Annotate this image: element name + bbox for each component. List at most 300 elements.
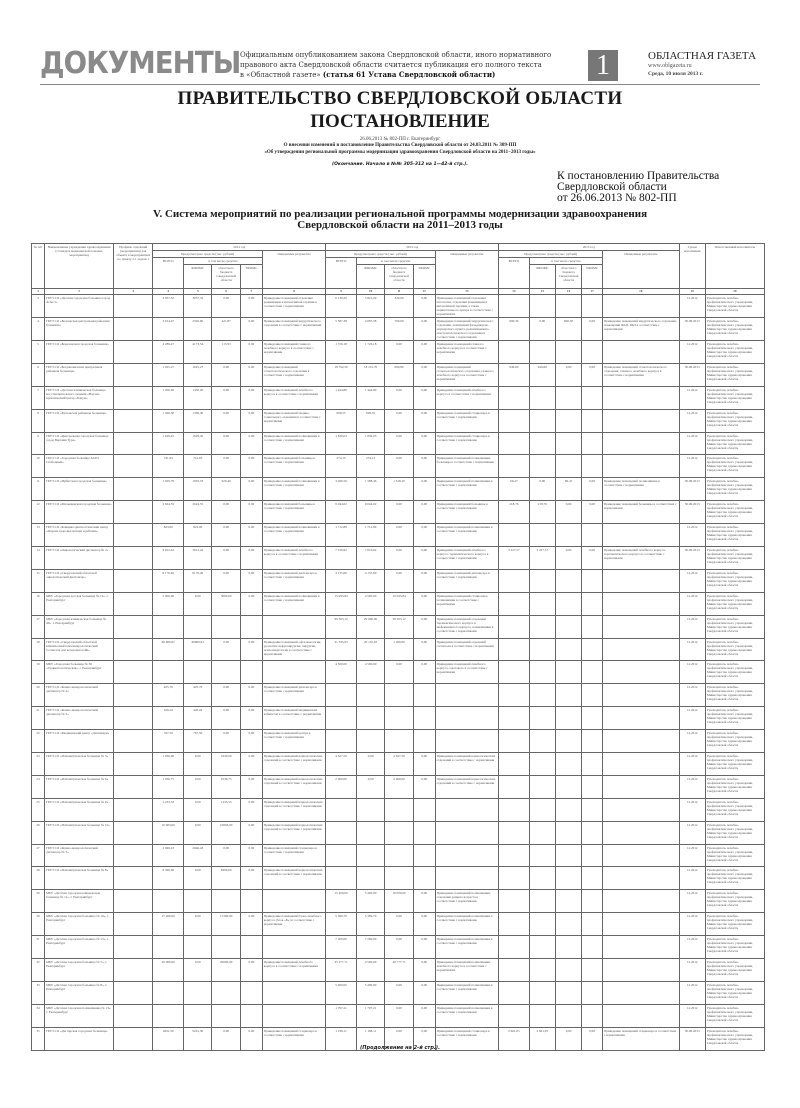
ffoms-2012: 741,63 <box>184 455 212 478</box>
tfoms-2013 <box>413 867 435 890</box>
ffoms-2013b <box>529 730 555 753</box>
table-row <box>32 890 765 913</box>
institution-name: ГБУЗ СО «Свердловский областной онкологический диспансер» <box>45 569 114 592</box>
responsible: Руководитель лечебно-профилактического учреждения, Министерство здравоохранения Свердловской области <box>705 547 764 570</box>
row-number: 31 <box>32 936 45 959</box>
results-2013b <box>602 341 679 364</box>
tfoms-2013 <box>413 707 435 730</box>
regional-2013: 0,00 <box>385 409 413 432</box>
tfoms-2013 <box>413 684 435 707</box>
results-2013: Приведение помещений поликлиники, больницы в соответствие с нормативами <box>435 455 498 478</box>
row-number: 33 <box>32 981 45 1004</box>
regional-2013: 0,00 <box>385 981 413 1004</box>
total-2013b: 218,76 <box>499 501 530 524</box>
ffoms-2013b <box>529 409 555 432</box>
responsible: Руководитель лечебно-профилактического учреждения, Министерство здравоохранения Свердловской области <box>705 981 764 1004</box>
results-2013b <box>602 386 679 409</box>
regional-2012: 6390,00 <box>212 867 240 890</box>
regional-2012: 0,00 <box>212 409 240 432</box>
tfoms-2013: 0,00 <box>413 753 435 776</box>
row-number: 27 <box>32 844 45 867</box>
total-2013: 1 839,03 <box>326 432 357 455</box>
header-num: № п/п <box>32 244 45 289</box>
results-2013: Приведение помещений стационара в соответствие с нормативами <box>435 432 498 455</box>
results-2012: Приведение помещений хирургического отделения в соответствие с нормативами <box>262 318 325 341</box>
results-2013 <box>435 707 498 730</box>
ffoms-2013: 1 198,11 <box>356 1027 384 1050</box>
row-number: 13 <box>32 524 45 547</box>
ffoms-2012: 767,50 <box>184 730 212 753</box>
responsible: Руководитель лечебно-профилактического учреждения, Министерство здравоохранения Свердловской области <box>705 363 764 386</box>
row-number: 5 <box>32 341 45 364</box>
tfoms-2013: 0,00 <box>413 615 435 638</box>
ffoms-2013: 5 400,00 <box>356 981 384 1004</box>
profile <box>114 867 153 890</box>
ffoms-2013b <box>529 592 555 615</box>
total-2012: 1 629,45 <box>153 432 184 455</box>
results-2013b: Приведение помещений хирургического отделения, помещений ФАП, РАО в соответствие с нормативами <box>602 318 679 341</box>
profile <box>114 501 153 524</box>
institution-name: ГБУЗ СО «Кожно-венерологический диспансер № 3» <box>45 844 114 867</box>
total-2013: 18 792,50 <box>326 363 357 386</box>
deadline: 30.06.2013 <box>679 318 705 341</box>
institution-name: ГБУЗ СО «Ирбитская городская больница» <box>45 478 114 501</box>
page-number: 1 <box>588 50 618 81</box>
results-2012: Приведение помещений стационара в соответствие с нормативами <box>262 1027 325 1050</box>
regional-2013b <box>555 615 581 638</box>
tfoms-2013b <box>582 707 603 730</box>
total-2012: 3 014,47 <box>153 318 184 341</box>
results-2012: Приведение помещений наркологических отделений в соответствие с нормативами <box>262 821 325 844</box>
total-2013b: 66,47 <box>499 478 530 501</box>
deadline: 12.2012 <box>679 821 705 844</box>
results-2013b: Приведение помещений поликлиники в соответствие с нормативами <box>602 478 679 501</box>
header-total: ВСЕГО <box>326 258 357 289</box>
profile <box>114 661 153 684</box>
header-total: ВСЕГО <box>153 258 184 289</box>
tfoms-2012: 0,00 <box>240 341 262 364</box>
regional-2012: 1930,00 <box>212 753 240 776</box>
institution-name: ГБУЗ СО «Психиатрическая больница № 6» <box>45 775 114 798</box>
total-2013: 1 198,11 <box>326 1027 357 1050</box>
header-funds: Предусмотрено средств (тыс. рублей) <box>326 251 435 258</box>
results-2012 <box>262 936 325 959</box>
profile <box>114 959 153 982</box>
results-2013: Приведение помещений лечебного корпуса в соответствие с нормативами <box>435 386 498 409</box>
results-2012: Приведение помещений стационара в соответствие с нормативами <box>262 844 325 867</box>
results-2013b <box>602 1004 679 1027</box>
total-2013: 9 044,02 <box>326 501 357 524</box>
newspaper-url[interactable]: www.oblgazeta.ru <box>648 63 692 69</box>
header-year-2013b: 2013 год <box>499 244 679 251</box>
responsible: Руководитель лечебно-профилактического учреждения, Министерство здравоохранения Свердловской области <box>705 798 764 821</box>
table-row <box>32 867 765 890</box>
total-2013: 5 400,00 <box>326 981 357 1004</box>
regional-2013: 0,00 <box>385 661 413 684</box>
deadline: 12.2012 <box>679 638 705 661</box>
ffoms-2013b <box>529 386 555 409</box>
regional-2013b <box>555 569 581 592</box>
tfoms-2013: 0,00 <box>413 890 435 913</box>
responsible: Руководитель лечебно-профилактического учреждения, Министерство здравоохранения Свердловской области <box>705 684 764 707</box>
deadline: 12.2012 <box>679 1004 705 1027</box>
ffoms-2013b: 218,76 <box>529 501 555 524</box>
row-number: 21 <box>32 707 45 730</box>
regional-2013: 0,00 <box>385 547 413 570</box>
tfoms-2012: 0,00 <box>240 821 262 844</box>
total-2013b <box>499 432 530 455</box>
ffoms-2012: 66609,61 <box>184 638 212 661</box>
results-2013b <box>602 707 679 730</box>
tfoms-2013: 0,00 <box>413 455 435 478</box>
header-responsible: Ответственный исполнитель <box>705 244 764 289</box>
total-2013b <box>499 661 530 684</box>
results-2013 <box>435 730 498 753</box>
ffoms-2013: 1 444,80 <box>356 386 384 409</box>
regional-2013b <box>555 753 581 776</box>
ffoms-2013b <box>529 936 555 959</box>
table-row <box>32 844 765 867</box>
results-2013 <box>435 867 498 890</box>
results-2012: Приведение помещений медицинских кабинетов в соответствие с нормативами <box>262 707 325 730</box>
results-2012: Приведение помещений стоматологического отделения в соответствие с нормативами <box>262 363 325 386</box>
profile <box>114 592 153 615</box>
deadline: 12.2012 <box>679 432 705 455</box>
profile <box>114 890 153 913</box>
results-2013: Приведение помещений поликлиники, лечебного корпуса в соответствие с нормативами <box>435 959 498 982</box>
table-row <box>32 318 765 341</box>
ffoms-2013 <box>356 844 384 867</box>
regional-2013b: 0,00 <box>555 547 581 570</box>
tfoms-2013b <box>582 798 603 821</box>
ffoms-2013b <box>529 890 555 913</box>
regional-2013b <box>555 867 581 890</box>
ffoms-2012: 0,00 <box>184 798 212 821</box>
institution-name: ГБУЗ СО «Психиатрическая больница № 3» <box>45 753 114 776</box>
ffoms-2013: 7 016,92 <box>356 547 384 570</box>
regional-2013b <box>555 913 581 936</box>
results-2012: Приведение помещений наркологических отделений в соответствие с нормативами <box>262 867 325 890</box>
tfoms-2013: 0,00 <box>413 318 435 341</box>
results-2012: Приведение помещений медико-социального отделения в соответствие с нормативами <box>262 409 325 432</box>
results-2013: Приведение помещений стационара в соответствие с нормативами <box>435 1027 498 1050</box>
ffoms-2013: 29 000,00 <box>356 615 384 638</box>
tfoms-2012: 0,00 <box>240 524 262 547</box>
row-number: 9 <box>32 432 45 455</box>
row-number: 19 <box>32 661 45 684</box>
deadline: 30.06.2013 <box>679 363 705 386</box>
row-number: 11 <box>32 478 45 501</box>
ffoms-2013: 0,00 <box>356 775 384 798</box>
deadline: 12.2012 <box>679 959 705 982</box>
results-2013b <box>602 867 679 890</box>
tfoms-2013b <box>582 959 603 982</box>
row-number: 30 <box>32 913 45 936</box>
header-ffoms: ФФОМС <box>356 265 384 289</box>
regional-2013: 39 563,12 <box>385 615 413 638</box>
responsible: Руководитель лечебно-профилактического учреждения, Министерство здравоохранения Свердловской области <box>705 913 764 936</box>
tfoms-2012: 0,00 <box>240 1027 262 1050</box>
tfoms-2013b <box>582 432 603 455</box>
results-2012: Приведение помещений больницы в соответствие с нормативами <box>262 455 325 478</box>
total-2013b <box>499 569 530 592</box>
ffoms-2013: 1 726,18 <box>356 341 384 364</box>
ffoms-2012: 2592,60 <box>184 318 212 341</box>
institution-name: МБУ «Городская детская больница № 16», г. Екатеринбург <box>45 592 114 615</box>
profile <box>114 730 153 753</box>
header-year-2012: 2012 год <box>153 244 326 251</box>
continuation-note: (Окончание. Начало в №№ 305-312 на 1—42-й стр.). <box>332 162 468 167</box>
institution-name: ГБУЗ СО «Кожно-венерологический диспансер № 3» <box>45 707 114 730</box>
header-results: Ожидаемые результаты <box>602 251 679 289</box>
ffoms-2013: 4 500,00 <box>356 592 384 615</box>
regional-2012: 421,87 <box>212 318 240 341</box>
regional-2013 <box>385 798 413 821</box>
subject-line: О внесении изменений в постановление Правительства Свердловской области от 24.03.2011 № 309-ПП <box>283 143 517 148</box>
tfoms-2012: 0,00 <box>240 913 262 936</box>
results-2013b <box>602 844 679 867</box>
regional-2013: 1 618,10 <box>385 478 413 501</box>
row-number: 29 <box>32 890 45 913</box>
regional-2012: 0,00 <box>212 569 240 592</box>
table-row <box>32 959 765 982</box>
deadline: 12.2012 <box>679 730 705 753</box>
results-2013b <box>602 936 679 959</box>
results-2013b <box>602 798 679 821</box>
ffoms-2013: 7 200,00 <box>356 936 384 959</box>
total-2013b: 600,30 <box>499 318 530 341</box>
responsible: Руководитель лечебно-профилактического учреждения, Министерство здравоохранения Свердловской области <box>705 753 764 776</box>
regional-2013b <box>555 524 581 547</box>
column-index: 3 <box>114 289 153 295</box>
regional-2013b <box>555 661 581 684</box>
results-2013: Приведение помещений поликлиники в соответствие с нормативами <box>435 913 498 936</box>
ffoms-2013: 1 839,03 <box>356 432 384 455</box>
institution-name: ГБУЗ СО «Малышевская городская больница» <box>45 501 114 524</box>
results-2013b <box>602 753 679 776</box>
ffoms-2013: 4 135,60 <box>356 569 384 592</box>
regional-2013 <box>385 684 413 707</box>
responsible: Руководитель лечебно-профилактического учреждения, Министерство здравоохранения Свердловской области <box>705 1027 764 1050</box>
regional-2012: 0,00 <box>212 844 240 867</box>
results-2013: Приведение помещений больницы в соответствие с нормативами <box>435 501 498 524</box>
results-2012: Приведение помещений лечебного корпуса в соответствие с нормативами <box>262 386 325 409</box>
results-2012: Приведение помещений наркологических отделений в соответствие с нормативами <box>262 798 325 821</box>
institution-name: ГБУЗ СО «Свердловский областной клинический психоневрологический госпиталь для ветеранов войн» <box>45 638 114 661</box>
results-2013: Приведение помещений поликлиники в соответствие с нормативами <box>435 936 498 959</box>
profile <box>114 547 153 570</box>
institution-name: ГБУЗ СО «Онкологический диспансер № 2» <box>45 547 114 570</box>
row-number: 32 <box>32 959 45 982</box>
ffoms-2012: 6176,49 <box>184 569 212 592</box>
notice-bold: (статья 61 Устава Свердловской области) <box>322 70 496 79</box>
regional-2012: 17200,00 <box>212 913 240 936</box>
ffoms-2012: 1450,20 <box>184 386 212 409</box>
regional-2012 <box>212 615 240 638</box>
ffoms-2012: 425,70 <box>184 684 212 707</box>
profile <box>114 821 153 844</box>
tfoms-2012: 0,00 <box>240 432 262 455</box>
tfoms-2013: 0,00 <box>413 295 435 318</box>
ffoms-2013b <box>529 867 555 890</box>
regional-2012: 0,00 <box>212 684 240 707</box>
total-2012: 3 057,32 <box>153 295 184 318</box>
regional-2013b: 66,47 <box>555 478 581 501</box>
tfoms-2012: 0,00 <box>240 753 262 776</box>
regional-2012: 0,00 <box>212 547 240 570</box>
tfoms-2013: 0,00 <box>413 959 435 982</box>
tfoms-2012 <box>240 981 262 1004</box>
regional-2013: 4 627,50 <box>385 753 413 776</box>
ffoms-2013b <box>529 341 555 364</box>
responsible: Руководитель лечебно-профилактического учреждения, Министерство здравоохранения Свердловской области <box>705 295 764 318</box>
ffoms-2013b <box>529 844 555 867</box>
ffoms-2013b <box>529 569 555 592</box>
total-2013: 699,55 <box>326 409 357 432</box>
ffoms-2012: 0,00 <box>184 959 212 982</box>
column-index: 2 <box>45 289 114 295</box>
ffoms-2013b <box>529 638 555 661</box>
institution-name: ГБУЗ СО «Белоярская центральная районная больница» <box>45 318 114 341</box>
results-2012: Приведение помещений лечебного корпуса в соответствие с нормативами <box>262 959 325 982</box>
responsible: Руководитель лечебно-профилактического учреждения, Министерство здравоохранения Свердловской области <box>705 569 764 592</box>
tfoms-2013b <box>582 890 603 913</box>
total-2013: 15 400,00 <box>326 890 357 913</box>
regional-2013b <box>555 959 581 982</box>
profile <box>114 981 153 1004</box>
regional-2013: 0,00 <box>385 1027 413 1050</box>
ffoms-2013: 5 400,00 <box>356 890 384 913</box>
deadline: 12.2012 <box>679 386 705 409</box>
total-2013b: 949,60 <box>499 363 530 386</box>
results-2013b: Приведение помещений лечебного корпуса, терапевтического корпуса в соответствие с нормативами <box>602 547 679 570</box>
ffoms-2013b: 949,60 <box>529 363 555 386</box>
profile <box>114 409 153 432</box>
regional-2012: 5000,00 <box>212 592 240 615</box>
results-2013b <box>602 295 679 318</box>
tfoms-2012: 0,00 <box>240 455 262 478</box>
tfoms-2012: 0,00 <box>240 798 262 821</box>
regional-2013b <box>555 707 581 730</box>
tfoms-2013: 0,00 <box>413 547 435 570</box>
column-index: 16 <box>555 289 581 295</box>
ffoms-2013b <box>529 455 555 478</box>
column-index: 20 <box>705 289 764 295</box>
regional-2013b: 0,00 <box>555 501 581 524</box>
tfoms-2012: 0,00 <box>240 592 262 615</box>
results-2013b <box>602 730 679 753</box>
continuation-footer: (Продолжение на 2-й стр.). <box>360 1045 440 1051</box>
results-2013: Приведение помещений лечебного корпуса, терапевтического корпуса в соответствие с нормативами <box>435 547 498 570</box>
total-2013b <box>499 867 530 890</box>
table-row <box>32 707 765 730</box>
header-incl: в том числе средства <box>529 258 602 265</box>
results-2013b <box>602 959 679 982</box>
header-total: ВСЕГО <box>499 258 530 289</box>
ffoms-2012 <box>184 890 212 913</box>
institution-name: ГБУЗ СО «Психиатрическая больница № 10» <box>45 821 114 844</box>
deadline: 12.2012 <box>679 409 705 432</box>
total-2013: 6 139,29 <box>326 295 357 318</box>
ffoms-2013b: 0,00 <box>529 318 555 341</box>
row-number: 16 <box>32 592 45 615</box>
row-number: 35 <box>32 1027 45 1050</box>
total-2012 <box>153 615 184 638</box>
tfoms-2013b: 0,00 <box>582 1027 603 1050</box>
total-2012: 20 000,00 <box>153 959 184 982</box>
newspaper-info <box>648 50 756 77</box>
deadline: 12.2012 <box>679 936 705 959</box>
tfoms-2012: 0,00 <box>240 638 262 661</box>
document-date-number: 26.06.2013 № 802-ПП г. Екатеринбург <box>359 137 441 142</box>
tfoms-2013: 0,00 <box>413 386 435 409</box>
tfoms-2012 <box>240 890 262 913</box>
results-2013: Приведение помещений поликлиники в соответствие с нормативами <box>435 981 498 1004</box>
responsible: Руководитель лечебно-профилактического учреждения, Министерство здравоохранения Свердловской области <box>705 936 764 959</box>
document-authority: ПРАВИТЕЛЬСТВО СВЕРДЛОВСКОЙ ОБЛАСТИ <box>177 88 623 109</box>
total-2013b <box>499 936 530 959</box>
tfoms-2013b <box>582 684 603 707</box>
header-deadline: Сроки исполнения <box>679 244 705 289</box>
notice-line <box>240 70 590 80</box>
ffoms-2012: 0,00 <box>184 753 212 776</box>
total-2013 <box>326 684 357 707</box>
column-index: 10 <box>356 289 384 295</box>
total-2013b <box>499 981 530 1004</box>
responsible: Руководитель лечебно-профилактического учреждения, Министерство здравоохранения Свердловской области <box>705 821 764 844</box>
row-number: 26 <box>32 821 45 844</box>
row-number: 4 <box>32 318 45 341</box>
annex-line: Свердловской области <box>557 181 667 193</box>
regional-2012: 0,00 <box>212 638 240 661</box>
total-2013b <box>499 1004 530 1027</box>
regional-2013b <box>555 775 581 798</box>
results-2013b <box>602 775 679 798</box>
total-2013b <box>499 913 530 936</box>
regional-2013: 0,00 <box>385 524 413 547</box>
row-number: 34 <box>32 1004 45 1027</box>
results-2012: Приведение помещений блока лечебного корпуса (блок «Б») в соответствие с нормативами <box>262 913 325 936</box>
tfoms-2013b <box>582 592 603 615</box>
results-2013: Приведение помещений отделений терапевтического корпуса и инфекционного корпуса, поликлиники в соответствие с нормативами <box>435 615 498 638</box>
results-2012: Приведение помещений главного лечебного корпуса в соответствие с нормативами <box>262 341 325 364</box>
ffoms-2012: 1306,30 <box>184 409 212 432</box>
results-2012: Приведение помещений поликлиники в соответствие с нормативами <box>262 432 325 455</box>
results-2013b <box>602 821 679 844</box>
profile <box>114 318 153 341</box>
row-number: 22 <box>32 730 45 753</box>
total-2012: 767,50 <box>153 730 184 753</box>
tfoms-2013 <box>413 821 435 844</box>
responsible: Руководитель лечебно-профилактического учреждения, Министерство здравоохранения Свердловской области <box>705 409 764 432</box>
institution-name: ГБУЗ СО «Детская клиническая больница восстановительного лечения «Научно-практический центр «Бонум» <box>45 386 114 409</box>
header-funds: Предусмотрено средств (тыс. рублей) <box>153 251 262 258</box>
results-2013b <box>602 661 679 684</box>
total-2012 <box>153 890 184 913</box>
results-2013b <box>602 409 679 432</box>
deadline: 12.2012 <box>679 615 705 638</box>
tfoms-2013: 0,00 <box>413 432 435 455</box>
tfoms-2013 <box>413 844 435 867</box>
tfoms-2013: 0,00 <box>413 775 435 798</box>
ffoms-2012 <box>184 615 212 638</box>
table-row <box>32 798 765 821</box>
deadline: 12.2012 <box>679 913 705 936</box>
tfoms-2013b: 0,00 <box>582 363 603 386</box>
regional-2012 <box>212 1004 240 1027</box>
header-regional: областного бюджета Свердловской области <box>555 265 581 289</box>
row-number: 20 <box>32 684 45 707</box>
